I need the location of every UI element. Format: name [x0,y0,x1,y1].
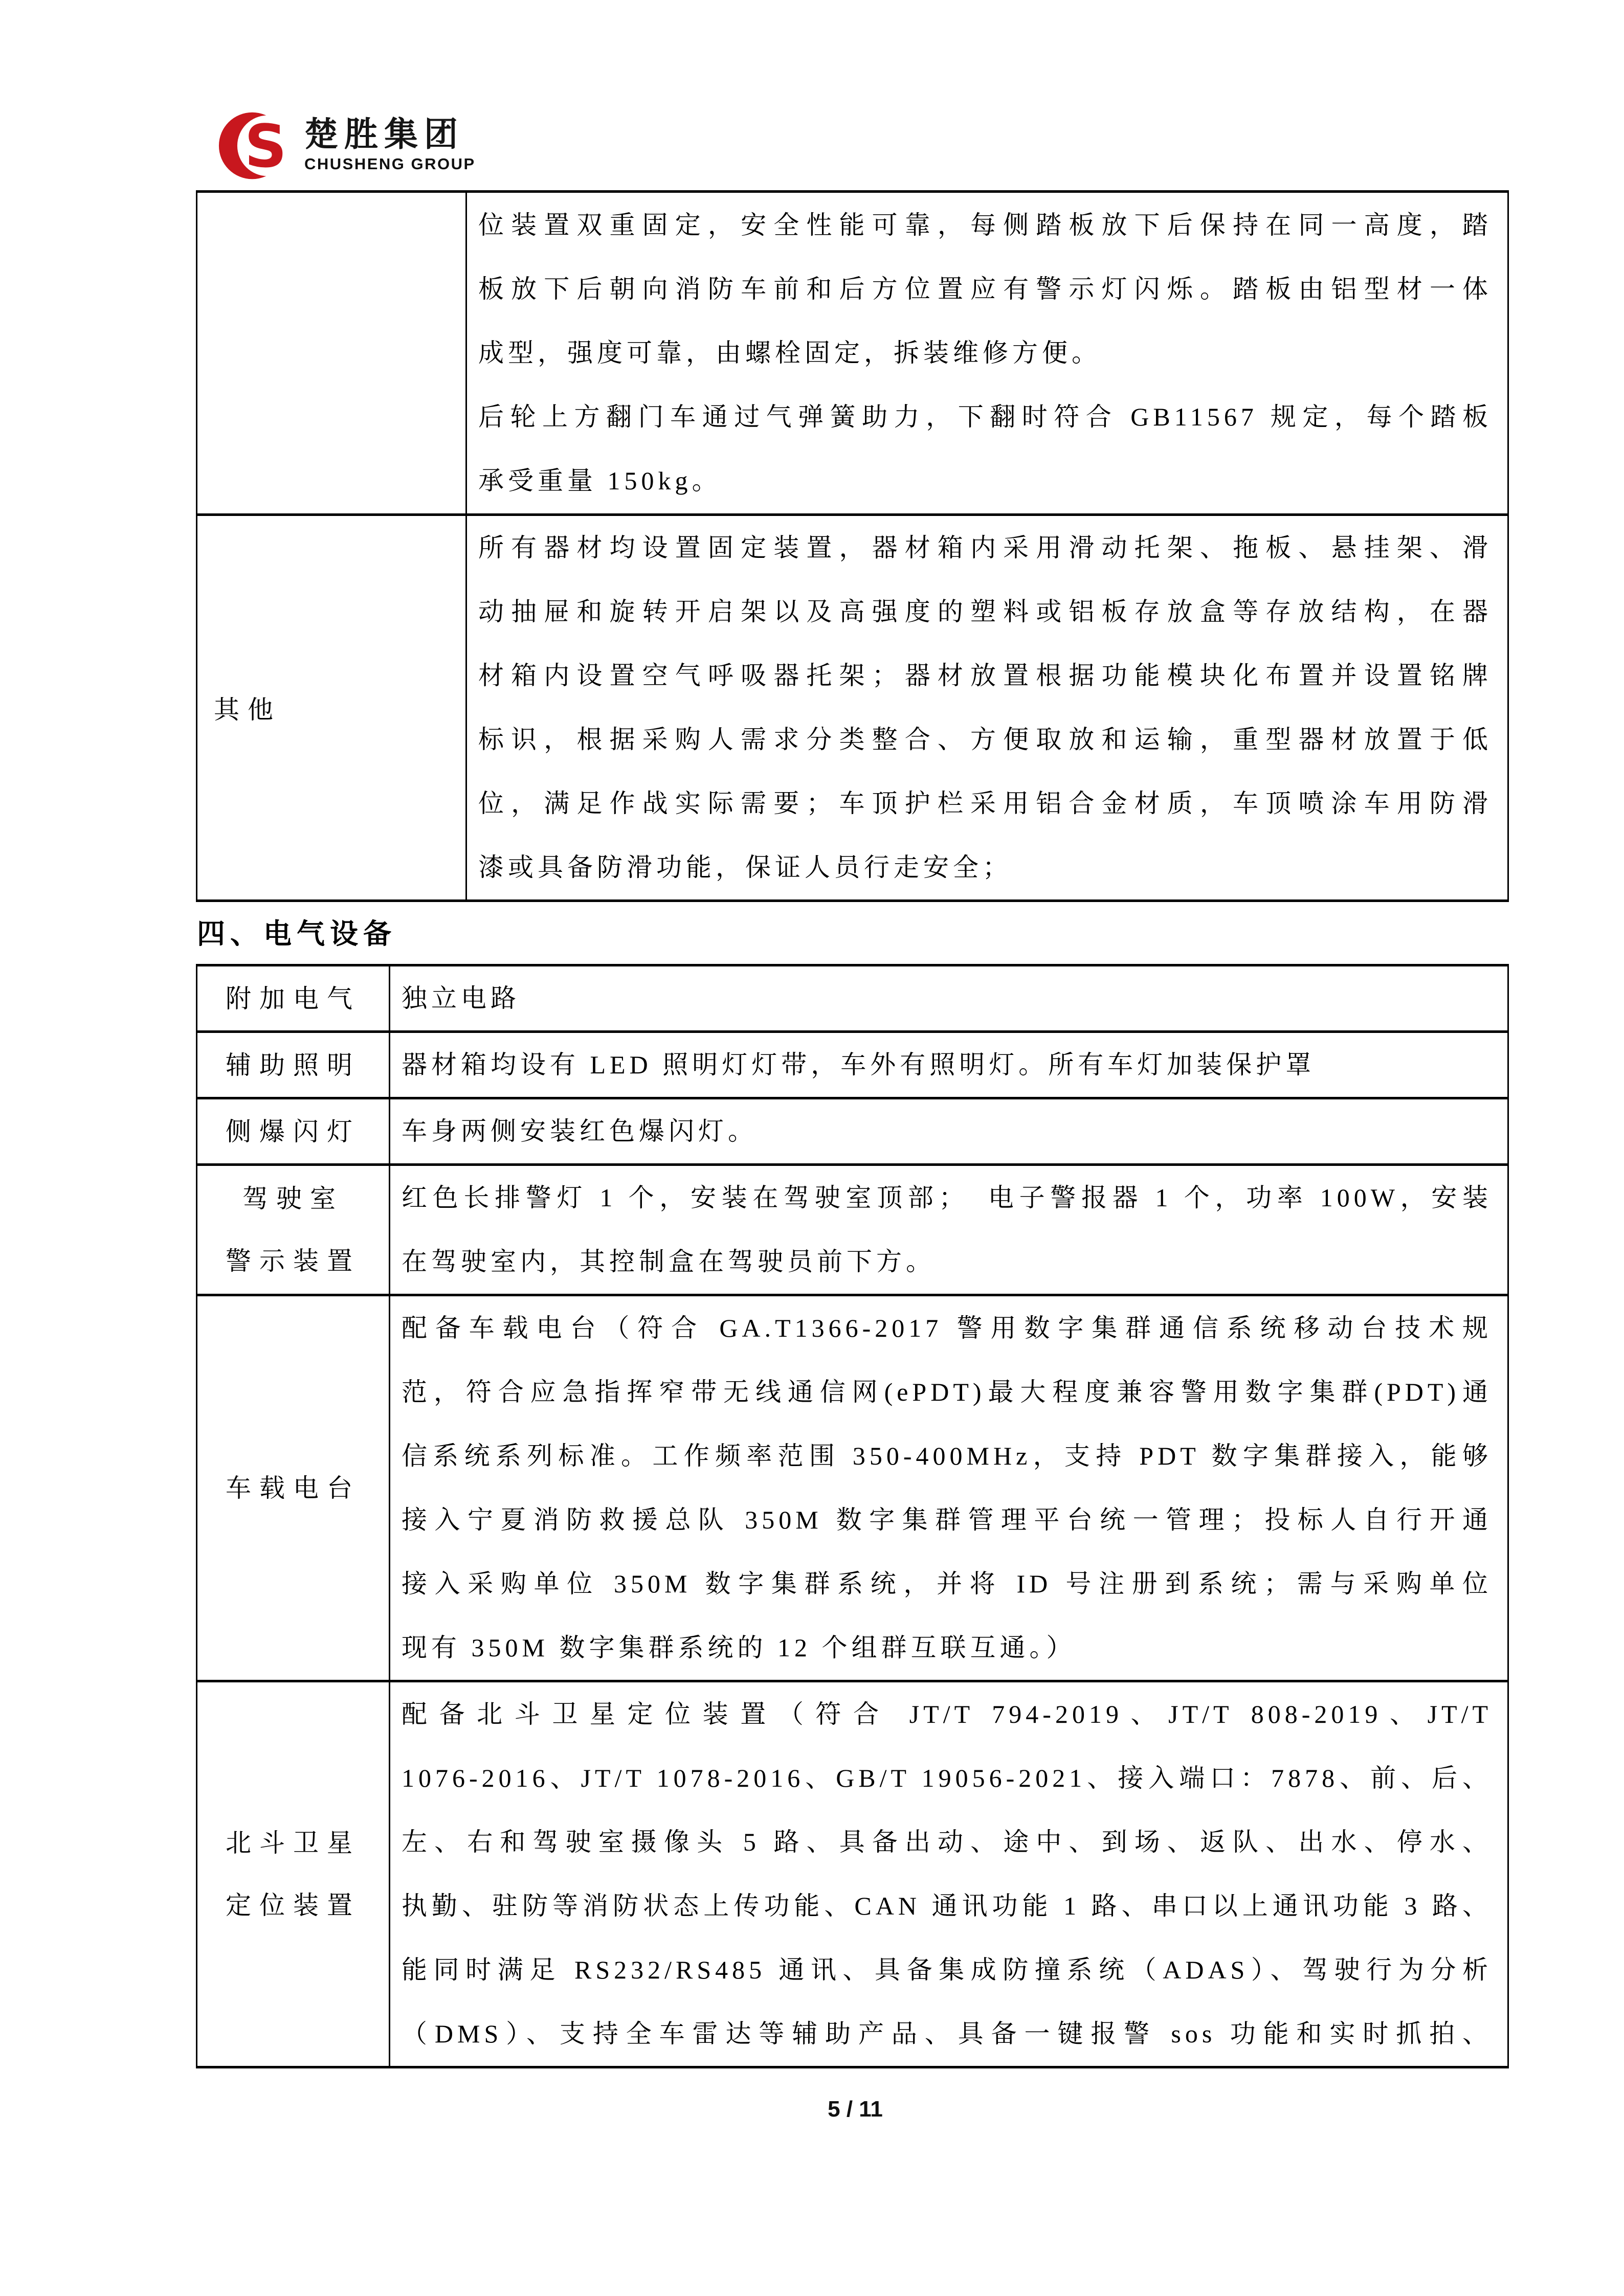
spec-line: 1076-2016、JT/T 1078-2016、GB/T 19056-2021、接入端口：7878、前、后、 [402,1764,1492,1792]
page-number: 5 / 11 [828,2097,883,2122]
row-content [390,1295,1508,1681]
electrical-spec-table [196,964,1509,2068]
spec-table-upper [196,190,1509,902]
row-label-beidou-positioning: 北斗卫星 定位装置 [197,1681,390,2067]
spec-line: 车身两侧安装红色爆闪灯。 [402,1117,758,1145]
spec-line: 配备北斗卫星定位装置（符合 JT/T 794-2019、JT/T 808-2019、JT/T [402,1700,1492,1728]
table-row [197,1681,1508,2067]
row-label-side-strobe: 侧爆闪灯 [197,1098,390,1165]
brand-name-en: CHUSHENG GROUP [304,155,476,173]
brand-text [304,108,476,173]
row-content [466,192,1508,515]
svg-text:S: S [244,112,287,181]
spec-line: 位装置双重固定，安全性能可靠，每侧踏板放下后保持在同一高度，踏 [478,211,1492,239]
spec-line: 红色长排警灯 1 个，安装在驾驶室顶部； 电子警报器 1 个，功率 100W，安装 [402,1183,1492,1212]
table-row [197,965,1508,1032]
table-row [197,1165,1508,1295]
spec-line: 接入采购单位 350M 数字集群系统，并将 ID 号注册到系统；需与采购单位 [402,1569,1492,1598]
spec-line: 承受重量 150kg。 [478,466,722,495]
brand-name-cn: 楚胜集团 [304,115,464,153]
spec-line: 所有器材均设置固定装置，器材箱内采用滑动托架、拖板、悬挂架、滑 [478,533,1492,562]
section-heading: 四、电气设备 [197,918,397,950]
spec-line: 成型，强度可靠，由螺栓固定，拆装维修方便。 [478,339,1101,367]
spec-line: 能同时满足 RS232/RS485 通讯、具备集成防撞系统（ADAS）、驾驶行为分析 [402,1955,1492,1984]
spec-line: 板放下后朝向消防车前和后方位置应有警示灯闪烁。踏板由铝型材一体 [478,275,1492,303]
row-label-additional-electric: 附加电气 [197,965,390,1032]
row-label-empty [197,192,466,515]
spec-line: 范，符合应急指挥窄带无线通信网(ePDT)最大程度兼容警用数字集群(PDT)通 [402,1378,1492,1406]
row-label-cab-warning: 驾驶室 警示装置 [197,1165,390,1295]
table-row [197,1032,1508,1098]
row-content [390,1098,1508,1165]
spec-line: 标识，根据采购人需求分类整合、方便取放和运输，重型器材放置于低 [478,725,1492,754]
company-logo [217,108,476,183]
spec-line: 动抽屉和旋转开启架以及高强度的塑料或铝板存放盒等存放结构，在器 [478,597,1492,626]
spec-line: 接入宁夏消防救援总队 350M 数字集群管理平台统一管理；投标人自行开通 [402,1505,1492,1534]
table-row [197,1295,1508,1681]
table-row [197,192,1508,515]
row-content [390,1681,1508,2067]
spec-line: 材箱内设置空气呼吸器托架；器材放置根据功能模块化布置并设置铭牌 [478,661,1492,690]
spec-line: 独立电路 [402,984,520,1012]
spec-line: 执勤、驻防等消防状态上传功能、CAN 通讯功能 1 路、串口以上通讯功能 3 路、 [402,1892,1492,1920]
spec-line: （DMS）、支持全车雷达等辅助产品、具备一键报警 sos 功能和实时抓拍、 [402,2019,1492,2048]
spec-line: 现有 350M 数字集群系统的 12 个组群互联互通。） [402,1633,1076,1662]
row-content [390,1032,1508,1098]
spec-line: 漆或具备防滑功能，保证人员行走安全； [478,853,1012,882]
row-label-vehicle-radio: 车载电台 [197,1295,390,1681]
logo-monogram-icon [217,108,292,183]
spec-line: 左、右和驾驶室摄像头 5 路、具备出动、途中、到场、返队、出水、停水、 [402,1828,1492,1856]
spec-line: 信系统系列标准。工作频率范围 350-400MHz，支持 PDT 数字集群接入，能够 [402,1442,1492,1470]
table-row [197,515,1508,901]
row-label-other: 其他 [197,515,466,901]
row-content [390,1165,1508,1295]
table-row [197,1098,1508,1165]
spec-line: 位，满足作战实际需要；车顶护栏采用铝合金材质，车顶喷涂车用防滑 [478,789,1492,818]
row-label-aux-lighting: 辅助照明 [197,1032,390,1098]
row-content [390,965,1508,1032]
row-content [466,515,1508,901]
spec-line: 器材箱均设有 LED 照明灯灯带，车外有照明灯。所有车灯加装保护罩 [402,1050,1316,1079]
spec-line: 后轮上方翻门车通过气弹簧助力，下翻时符合 GB11567 规定，每个踏板 [478,402,1492,431]
spec-line: 在驾驶室内，其控制盒在驾驶员前下方。 [402,1247,936,1276]
spec-line: 配备车载电台（符合 GA.T1366-2017 警用数字集群通信系统移动台技术规 [402,1314,1492,1342]
